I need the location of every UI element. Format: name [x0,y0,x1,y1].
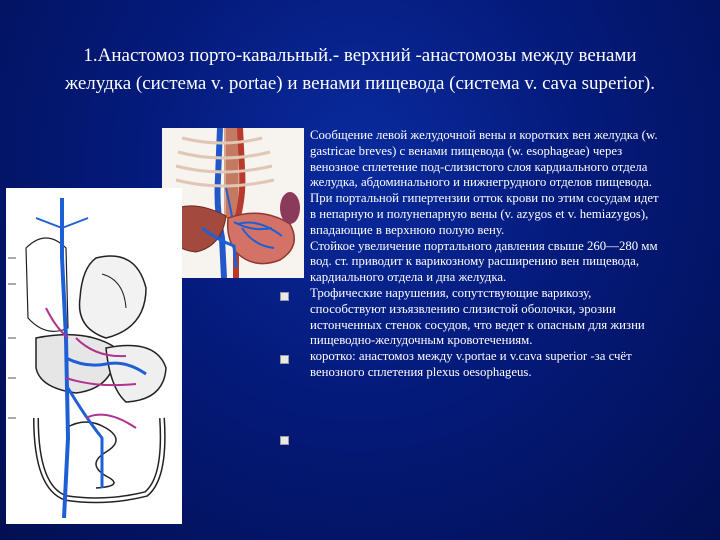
paragraph: При портальной гипертензии отток крови по этим сосудам идет в непарную и полунепарную вены (v. azygos et v. hemiazygos), впадающие в верхнюю полую вену. [310,191,659,237]
slide-title [20,42,700,98]
portocaval-diagram [6,188,182,524]
title-line-1: 1.Анастомоз порто-кавальный.- верхний ‑анастомозы между венами [83,45,637,66]
paragraph: Сообщение левой желудочной вены и коротких вен желудка (w. gastricae breves) с венами пищевода (w. esophageae) через венозное сплетение под-слизистого слоя кардиального отдела желудка, абдоминального и нижнегрудного отделов пищевода. [310,128,658,190]
bullet-marker [280,292,289,301]
paragraph: Трофические нарушения, сопутствующие варикозу, способствуют изъязвлению слизистой оболочки, эрозии истонченных стенок сосудов, что ведет к опасным для жизни пищеводно-желудочным кровотечениям. [310,285,645,348]
title-line-2: желудка (система v. portae) и венами пищевода (система v. cava superior). [64,73,655,94]
paragraph: коротко: анастомоз между v.portae и v.cava superior -за счёт венозного сплетения plexus oesophageus. [310,349,632,379]
bullet-marker [280,355,289,364]
bullet-marker [280,436,289,445]
paragraph: Стойкое увеличение портального давления свыше 260—280 мм вод. ст. приводит к варикозному расширению вен пищевода, кардиального отдела и дна желудка. [310,238,658,285]
body-text [310,128,664,381]
bullet-column [280,0,294,540]
